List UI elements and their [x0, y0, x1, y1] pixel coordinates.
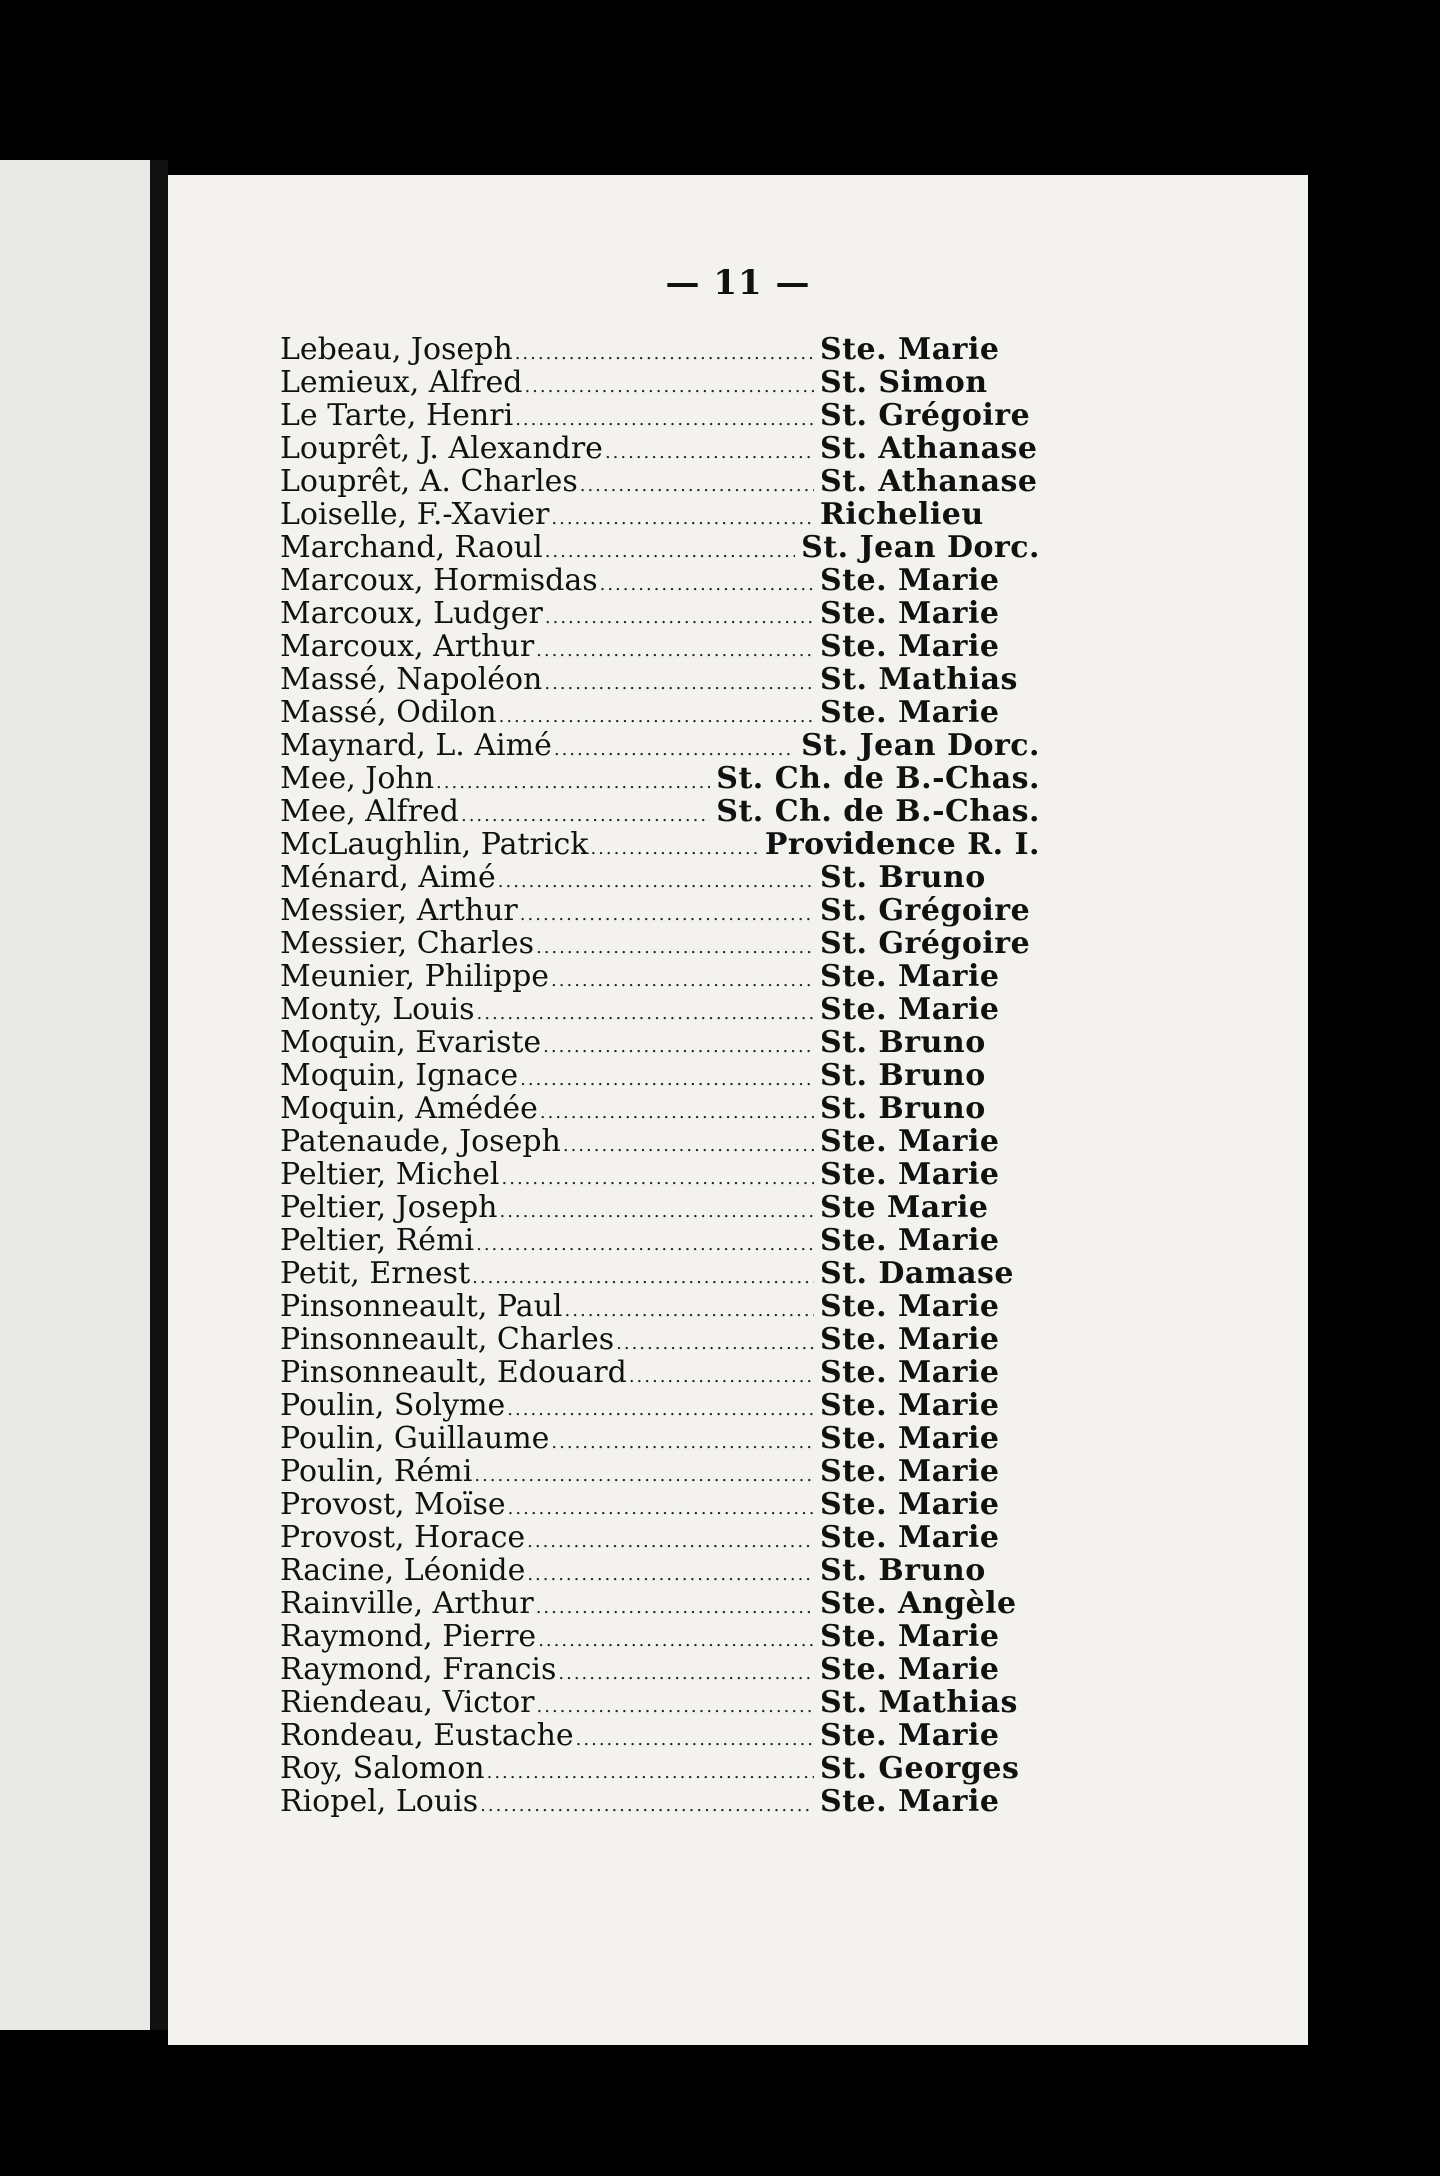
- dot-leader: [551, 964, 814, 997]
- entry-name: Raymond, Francis: [280, 1652, 557, 1687]
- entry-name: Peltier, Rémi: [280, 1223, 475, 1258]
- dot-leader: [600, 568, 814, 601]
- list-item: [280, 1455, 1040, 1488]
- list-item: [280, 366, 1040, 399]
- dot-leader: [537, 1690, 815, 1723]
- entry-name: Provost, Moïse: [280, 1487, 506, 1522]
- list-item: [280, 696, 1040, 729]
- entry-parish: Ste. Marie: [820, 1520, 1000, 1555]
- dot-leader: [520, 898, 814, 931]
- dot-leader: [487, 1756, 814, 1789]
- dot-leader: [527, 1525, 814, 1558]
- entry-parish: St. Grégoire: [820, 398, 1031, 433]
- list-item: [280, 597, 1040, 630]
- list-item: [280, 1356, 1040, 1389]
- entry-parish: St. Simon: [820, 365, 988, 400]
- entry-parish: St. Bruno: [820, 1058, 986, 1093]
- entry-parish: St. Georges: [820, 1751, 1020, 1786]
- entry-name: Peltier, Joseph: [280, 1190, 498, 1225]
- dot-leader: [536, 1591, 814, 1624]
- entry-name: Marcoux, Hormisdas: [280, 563, 598, 598]
- list-item: [280, 465, 1040, 498]
- list-item: [280, 1158, 1040, 1191]
- entry-parish: Ste. Marie: [820, 992, 1000, 1027]
- entry-parish: St. Ch. de B.-Chas.: [716, 761, 1040, 796]
- list-item: [280, 1653, 1040, 1686]
- entry-name: Poulin, Rémi: [280, 1454, 473, 1489]
- entry-name: Lemieux, Alfred: [280, 365, 523, 400]
- list-item: [280, 729, 1040, 762]
- dot-leader: [580, 469, 814, 502]
- entry-parish: Ste. Marie: [820, 1124, 1000, 1159]
- dot-leader: [502, 1162, 815, 1195]
- entry-parish: Ste. Marie: [820, 1223, 1000, 1258]
- list-item: [280, 630, 1040, 663]
- entry-parish: Richelieu: [820, 497, 984, 532]
- entry-parish: Ste. Marie: [820, 629, 1000, 664]
- list-item: [280, 1389, 1040, 1422]
- list-item: [280, 1257, 1040, 1290]
- entry-parish: Ste. Marie: [820, 1289, 1000, 1324]
- entry-name: Poulin, Solyme: [280, 1388, 506, 1423]
- list-item: [280, 663, 1040, 696]
- list-item: [280, 1191, 1040, 1224]
- list-item: [280, 1554, 1040, 1587]
- entry-parish: Ste. Marie: [820, 332, 1000, 367]
- entry-parish: St. Athanase: [820, 464, 1038, 499]
- dot-leader: [524, 370, 814, 403]
- dot-leader: [536, 931, 814, 964]
- list-item: [280, 1092, 1040, 1125]
- entry-parish: Ste. Marie: [820, 1454, 1000, 1489]
- entry-name: Patenaude, Joseph: [280, 1124, 561, 1159]
- list-item: [280, 1521, 1040, 1554]
- entry-name: Peltier, Michel: [280, 1157, 500, 1192]
- entry-name: Moquin, Evariste: [280, 1025, 542, 1060]
- dot-leader: [605, 436, 814, 469]
- entry-name: Moquin, Ignace: [280, 1058, 519, 1093]
- entry-parish: St. Mathias: [820, 1685, 1018, 1720]
- entry-name: Monty, Louis: [280, 992, 475, 1027]
- dot-leader: [551, 502, 814, 535]
- entry-name: Louprêt, J. Alexandre: [280, 431, 603, 466]
- list-item: [280, 1686, 1040, 1719]
- entry-name: Marcoux, Ludger: [280, 596, 543, 631]
- entry-parish: St. Bruno: [820, 860, 986, 895]
- entry-parish: Providence R. I.: [764, 827, 1040, 862]
- list-item: [280, 564, 1040, 597]
- entry-parish: St. Bruno: [820, 1091, 986, 1126]
- dot-leader: [545, 601, 814, 634]
- list-item: [280, 1059, 1040, 1092]
- entry-name: Petit, Ernest: [280, 1256, 471, 1291]
- dot-leader: [544, 667, 814, 700]
- entry-name: Maynard, L. Aimé: [280, 728, 552, 763]
- list-item: [280, 1719, 1040, 1752]
- entry-name: Roy, Salomon: [280, 1751, 485, 1786]
- entry-name: Racine, Léonide: [280, 1553, 526, 1588]
- list-item: [280, 1620, 1040, 1653]
- list-item: [280, 762, 1040, 795]
- list-item: [280, 1752, 1040, 1785]
- dot-leader: [507, 1393, 814, 1426]
- entry-parish: St. Athanase: [820, 431, 1038, 466]
- dot-leader: [551, 1426, 814, 1459]
- list-item: [280, 1785, 1040, 1818]
- list-item: [280, 432, 1040, 465]
- list-item: [280, 399, 1040, 432]
- entry-parish: Ste. Marie: [820, 596, 1000, 631]
- entry-name: Mee, Alfred: [280, 794, 459, 829]
- entry-name: Mee, John: [280, 761, 435, 796]
- entry-parish: Ste. Angèle: [820, 1586, 1017, 1621]
- list-item: [280, 1422, 1040, 1455]
- entry-name: Le Tarte, Henri: [280, 398, 514, 433]
- dot-leader: [508, 1492, 814, 1525]
- dot-leader: [527, 1558, 814, 1591]
- list-item: [280, 828, 1040, 861]
- dot-leader: [436, 766, 710, 799]
- list-item: [280, 1488, 1040, 1521]
- entry-name: Messier, Charles: [280, 926, 534, 961]
- entry-name: Provost, Horace: [280, 1520, 526, 1555]
- entry-parish: Ste. Marie: [820, 1487, 1000, 1522]
- entry-parish: St. Grégoire: [820, 926, 1031, 961]
- entry-name: Moquin, Amédée: [280, 1091, 538, 1126]
- entry-parish: St. Bruno: [820, 1025, 986, 1060]
- entry-parish: St. Mathias: [820, 662, 1018, 697]
- entry-name: Rondeau, Eustache: [280, 1718, 574, 1753]
- page-number: — 11 —: [665, 263, 811, 303]
- list-item: [280, 861, 1040, 894]
- entry-parish: Ste. Marie: [820, 1322, 1000, 1357]
- dot-leader: [476, 1228, 814, 1261]
- entry-name: Marcoux, Arthur: [280, 629, 535, 664]
- dot-leader: [498, 865, 814, 898]
- list-item: [280, 1587, 1040, 1620]
- entries-list: [280, 333, 1040, 1818]
- entry-parish: Ste. Marie: [820, 1619, 1000, 1654]
- list-item: [280, 927, 1040, 960]
- entry-name: Messier, Arthur: [280, 893, 518, 928]
- entry-name: Pinsonneault, Paul: [280, 1289, 563, 1324]
- entry-name: Pinsonneault, Edouard: [280, 1355, 627, 1390]
- entry-parish: Ste. Marie: [820, 1421, 1000, 1456]
- entry-parish: Ste. Marie: [820, 695, 1000, 730]
- entry-name: Rainville, Arthur: [280, 1586, 534, 1621]
- entry-name: Marchand, Raoul: [280, 530, 543, 565]
- entry-name: Louprêt, A. Charles: [280, 464, 578, 499]
- dot-leader: [558, 1657, 814, 1690]
- list-item: [280, 1224, 1040, 1257]
- entry-name: Riendeau, Victor: [280, 1685, 535, 1720]
- entry-parish: Ste. Marie: [820, 1718, 1000, 1753]
- dot-leader: [515, 337, 814, 370]
- entry-parish: St. Jean Dorc.: [801, 728, 1040, 763]
- entry-parish: Ste. Marie: [820, 1388, 1000, 1423]
- entry-parish: St. Jean Dorc.: [801, 530, 1040, 565]
- dot-leader: [543, 1030, 814, 1063]
- document-page: [168, 175, 1308, 2045]
- entry-parish: St. Bruno: [820, 1553, 986, 1588]
- entry-name: Massé, Odilon: [280, 695, 497, 730]
- dot-leader: [590, 832, 758, 865]
- dot-leader: [540, 1096, 814, 1129]
- entry-parish: St. Grégoire: [820, 893, 1031, 928]
- dot-leader: [538, 1624, 814, 1657]
- dot-leader: [474, 1459, 814, 1492]
- entry-parish: Ste. Marie: [820, 1355, 1000, 1390]
- dot-leader: [563, 1129, 814, 1162]
- entry-name: Riopel, Louis: [280, 1784, 479, 1819]
- left-page-edge: [0, 160, 150, 2030]
- entry-name: Meunier, Philippe: [280, 959, 550, 994]
- entry-name: Loiselle, F.-Xavier: [280, 497, 550, 532]
- dot-leader: [520, 1063, 814, 1096]
- entry-name: Ménard, Aimé: [280, 860, 496, 895]
- list-item: [280, 960, 1040, 993]
- entry-name: Pinsonneault, Charles: [280, 1322, 615, 1357]
- list-item: [280, 531, 1040, 564]
- list-item: [280, 1290, 1040, 1323]
- list-item: [280, 1323, 1040, 1356]
- entry-parish: Ste Marie: [820, 1190, 989, 1225]
- list-item: [280, 894, 1040, 927]
- dot-leader: [536, 634, 814, 667]
- entry-parish: Ste. Marie: [820, 959, 1000, 994]
- entry-name: McLaughlin, Patrick: [280, 827, 589, 862]
- entry-parish: Ste. Marie: [820, 1652, 1000, 1687]
- entry-parish: St. Ch. de B.-Chas.: [716, 794, 1040, 829]
- entry-parish: Ste. Marie: [820, 563, 1000, 598]
- list-item: [280, 1026, 1040, 1059]
- dot-leader: [480, 1789, 814, 1822]
- entry-name: Poulin, Guillaume: [280, 1421, 550, 1456]
- entry-name: Raymond, Pierre: [280, 1619, 537, 1654]
- entry-name: Lebeau, Joseph: [280, 332, 513, 367]
- entry-parish: St. Damase: [820, 1256, 1015, 1291]
- list-item: [280, 1125, 1040, 1158]
- dot-leader: [576, 1723, 814, 1756]
- list-item: [280, 795, 1040, 828]
- entry-parish: Ste. Marie: [820, 1784, 1000, 1819]
- dot-leader: [616, 1327, 814, 1360]
- list-item: [280, 993, 1040, 1026]
- dot-leader: [499, 1195, 814, 1228]
- dot-leader: [629, 1360, 814, 1393]
- book-spine: [150, 160, 168, 2030]
- list-item: [280, 498, 1040, 531]
- list-item: [280, 333, 1040, 366]
- entry-parish: Ste. Marie: [820, 1157, 1000, 1192]
- entry-name: Massé, Napoléon: [280, 662, 543, 697]
